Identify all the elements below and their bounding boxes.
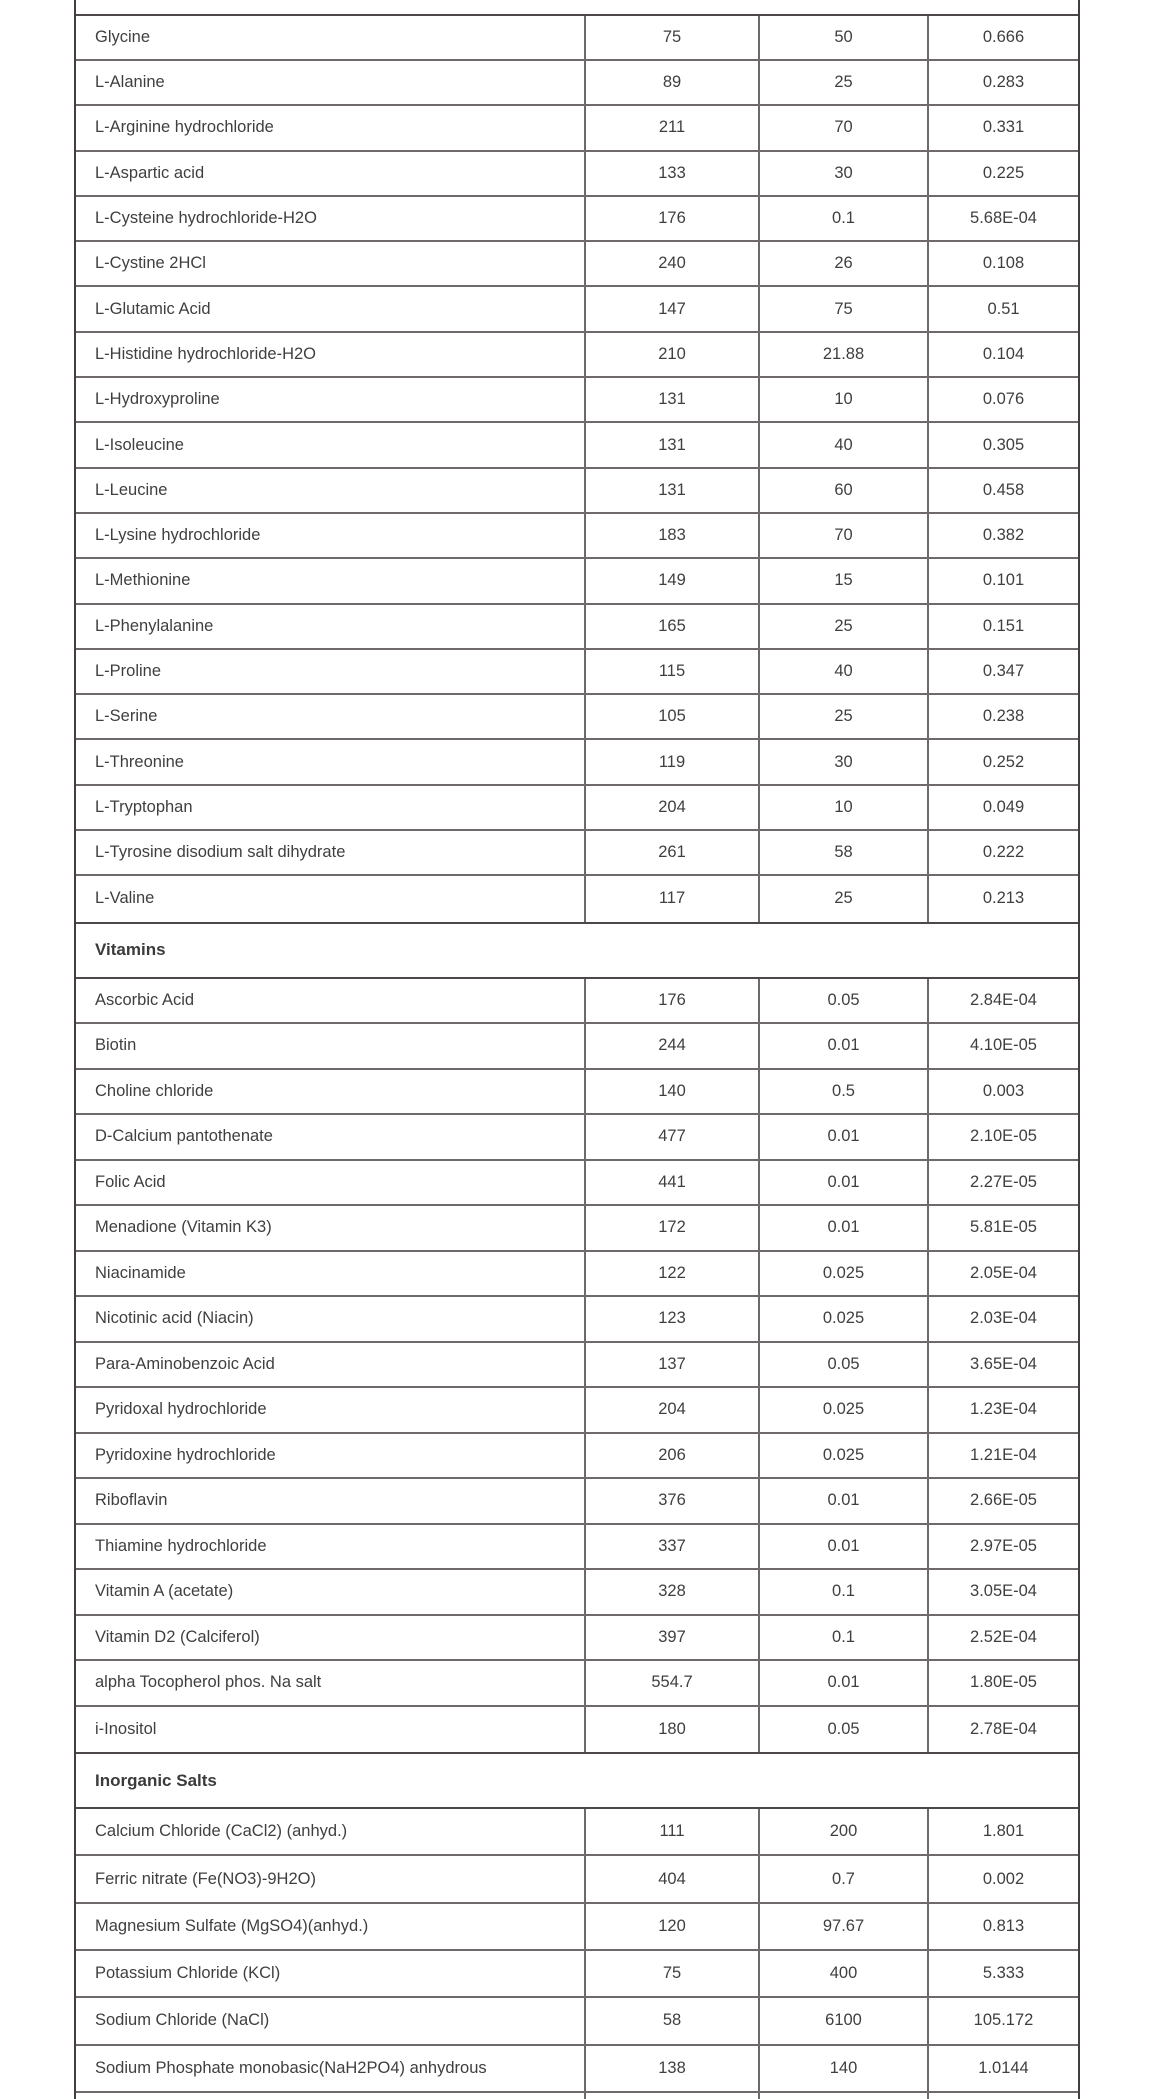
table-row <box>76 695 1078 740</box>
concentration-cell: 60 <box>758 469 927 512</box>
molecular-weight-cell: 120 <box>584 1904 758 1949</box>
component-name-cell <box>76 2093 584 2099</box>
component-name-cell: Biotin <box>95 1036 137 1055</box>
concentration-cell: 25 <box>758 876 927 921</box>
component-name-cell: Pyridoxal hydrochloride <box>95 1400 267 1419</box>
millimolar-cell: 3.05E-04 <box>927 1570 1078 1614</box>
table-row <box>76 1206 1078 1252</box>
concentration-cell: 25 <box>758 605 927 648</box>
table-row <box>76 333 1078 378</box>
millimolar-cell: 0.002 <box>927 1856 1078 1901</box>
table-row <box>76 242 1078 287</box>
component-name-cell: L-Lysine hydrochloride <box>95 526 261 545</box>
molecular-weight-cell: 554.7 <box>584 1661 758 1705</box>
molecular-weight-cell: 123 <box>584 1297 758 1341</box>
concentration-cell: 25 <box>758 695 927 738</box>
molecular-weight-cell: 140 <box>584 1070 758 1114</box>
millimolar-cell: 1.23E-04 <box>927 1388 1078 1432</box>
component-name-cell: L-Arginine hydrochloride <box>95 118 274 137</box>
concentration-cell: 0.01 <box>758 1479 927 1523</box>
table-row <box>76 423 1078 468</box>
concentration-cell: 0.05 <box>758 979 927 1023</box>
molecular-weight-cell: 115 <box>584 650 758 693</box>
component-name-cell: Sodium Chloride (NaCl) <box>95 2011 270 2030</box>
table-row <box>76 1252 1078 1298</box>
media-formulation-table <box>74 0 1080 2099</box>
millimolar-cell: 0.51 <box>927 287 1078 330</box>
millimolar-cell: 2.97E-05 <box>927 1525 1078 1569</box>
table-row <box>76 1525 1078 1571</box>
molecular-weight-cell: 117 <box>584 876 758 921</box>
component-name-cell: Pyridoxine hydrochloride <box>95 1445 276 1464</box>
molecular-weight-cell: 404 <box>584 1856 758 1901</box>
component-name-cell: L-Methionine <box>95 571 191 590</box>
component-name-cell: Glycine <box>95 27 151 46</box>
millimolar-cell: 2.27E-05 <box>927 1161 1078 1205</box>
table-row <box>76 605 1078 650</box>
millimolar-cell: 0.347 <box>927 650 1078 693</box>
table-row <box>76 1661 1078 1707</box>
table-row <box>76 197 1078 242</box>
table-row <box>76 378 1078 423</box>
millimolar-cell: 2.10E-05 <box>927 1115 1078 1159</box>
concentration-cell: 40 <box>758 650 927 693</box>
concentration-cell: 70 <box>758 514 927 557</box>
concentration-cell: 0.5 <box>758 1070 927 1114</box>
table-row <box>76 1951 1078 1998</box>
molecular-weight-cell: 204 <box>584 1388 758 1432</box>
component-name-cell: Ascorbic Acid <box>95 990 195 1009</box>
concentration-cell: 97.67 <box>758 1904 927 1949</box>
table-row <box>76 786 1078 831</box>
component-name-cell: Ferric nitrate (Fe(NO3)-9H2O) <box>95 1869 316 1888</box>
concentration-cell: 75 <box>758 287 927 330</box>
millimolar-cell: 0.252 <box>927 740 1078 783</box>
millimolar-cell: 1.801 <box>927 1809 1078 1854</box>
component-name-cell: Riboflavin <box>95 1491 168 1510</box>
table-row <box>76 1616 1078 1662</box>
concentration-cell: 0.1 <box>758 1616 927 1660</box>
component-name-cell: L-Leucine <box>95 480 168 499</box>
concentration-cell: 400 <box>758 1951 927 1996</box>
section-header-inorganic-salts <box>76 1752 1078 1809</box>
concentration-cell: 0.025 <box>758 1388 927 1432</box>
concentration-cell: 6100 <box>758 1998 927 2043</box>
component-name-cell: L-Histidine hydrochloride-H2O <box>95 344 317 363</box>
component-name-cell: Magnesium Sulfate (MgSO4)(anhyd.) <box>95 1916 369 1935</box>
cutoff-bottom-row <box>76 2093 1078 2099</box>
concentration-cell: 0.1 <box>758 197 927 240</box>
component-name-cell: alpha Tocopherol phos. Na salt <box>95 1673 322 1692</box>
millimolar-cell: 0.151 <box>927 605 1078 648</box>
molecular-weight-cell: 119 <box>584 740 758 783</box>
concentration-cell <box>758 2093 927 2099</box>
component-name-cell: L-Cysteine hydrochloride-H2O <box>95 209 317 228</box>
table-row <box>76 106 1078 151</box>
table-row <box>76 1904 1078 1951</box>
component-name-cell: L-Tryptophan <box>95 797 193 816</box>
cutoff-section-header-row <box>76 0 1078 16</box>
concentration-cell: 0.01 <box>758 1024 927 1068</box>
molecular-weight-cell: 131 <box>584 378 758 421</box>
table-row <box>76 1024 1078 1070</box>
molecular-weight-cell: 172 <box>584 1206 758 1250</box>
table-row <box>76 1434 1078 1480</box>
component-name-cell: Sodium Phosphate monobasic(NaH2PO4) anhydrous <box>95 2058 487 2077</box>
table-row <box>76 1707 1078 1753</box>
molecular-weight-cell: 180 <box>584 1707 758 1753</box>
table-row <box>76 831 1078 876</box>
concentration-cell: 58 <box>758 831 927 874</box>
molecular-weight-cell: 376 <box>584 1479 758 1523</box>
millimolar-cell: 5.333 <box>927 1951 1078 1996</box>
section-header-vitamins <box>76 922 1078 979</box>
molecular-weight-cell: 210 <box>584 333 758 376</box>
concentration-cell: 50 <box>758 16 927 59</box>
molecular-weight-cell: 133 <box>584 152 758 195</box>
concentration-cell: 0.01 <box>758 1661 927 1705</box>
millimolar-cell: 2.05E-04 <box>927 1252 1078 1296</box>
component-name-cell: Calcium Chloride (CaCl2) (anhyd.) <box>95 1822 348 1841</box>
molecular-weight-cell: 477 <box>584 1115 758 1159</box>
molecular-weight-cell: 206 <box>584 1434 758 1478</box>
millimolar-cell: 5.81E-05 <box>927 1206 1078 1250</box>
component-name-cell: Niacinamide <box>95 1263 186 1282</box>
millimolar-cell: 3.65E-04 <box>927 1343 1078 1387</box>
component-name-cell: L-Serine <box>95 707 158 726</box>
molecular-weight-cell: 131 <box>584 423 758 466</box>
concentration-cell: 70 <box>758 106 927 149</box>
concentration-cell: 26 <box>758 242 927 285</box>
component-name-cell: Choline chloride <box>95 1081 214 1100</box>
table-row <box>76 979 1078 1025</box>
concentration-cell: 0.05 <box>758 1343 927 1387</box>
millimolar-cell: 0.813 <box>927 1904 1078 1949</box>
millimolar-cell: 0.222 <box>927 831 1078 874</box>
molecular-weight-cell: 75 <box>584 1951 758 1996</box>
millimolar-cell: 2.52E-04 <box>927 1616 1078 1660</box>
concentration-cell: 25 <box>758 61 927 104</box>
molecular-weight-cell: 122 <box>584 1252 758 1296</box>
component-name-cell: Menadione (Vitamin K3) <box>95 1218 272 1237</box>
molecular-weight-cell: 111 <box>584 1809 758 1854</box>
molecular-weight-cell: 244 <box>584 1024 758 1068</box>
section-header-label: Inorganic Salts <box>95 1770 217 1790</box>
molecular-weight-cell: 176 <box>584 197 758 240</box>
component-name-cell: Nicotinic acid (Niacin) <box>95 1309 254 1328</box>
table-row <box>76 1570 1078 1616</box>
millimolar-cell: 0.458 <box>927 469 1078 512</box>
table-row <box>76 876 1078 921</box>
component-name-cell: L-Phenylalanine <box>95 616 214 635</box>
millimolar-cell: 0.238 <box>927 695 1078 738</box>
molecular-weight-cell: 105 <box>584 695 758 738</box>
millimolar-cell: 2.03E-04 <box>927 1297 1078 1341</box>
millimolar-cell: 4.10E-05 <box>927 1024 1078 1068</box>
table-row <box>76 740 1078 785</box>
component-name-cell: L-Valine <box>95 889 155 908</box>
molecular-weight-cell: 441 <box>584 1161 758 1205</box>
millimolar-cell: 2.84E-04 <box>927 979 1078 1023</box>
millimolar-cell: 0.225 <box>927 152 1078 195</box>
millimolar-cell: 0.213 <box>927 876 1078 921</box>
concentration-cell: 10 <box>758 786 927 829</box>
concentration-cell: 0.01 <box>758 1206 927 1250</box>
concentration-cell: 140 <box>758 2046 927 2091</box>
concentration-cell: 0.025 <box>758 1252 927 1296</box>
millimolar-cell: 0.101 <box>927 559 1078 602</box>
table-row <box>76 1161 1078 1207</box>
millimolar-cell: 2.78E-04 <box>927 1707 1078 1753</box>
concentration-cell: 0.025 <box>758 1297 927 1341</box>
table-row <box>76 1856 1078 1903</box>
component-name-cell: Thiamine hydrochloride <box>95 1536 267 1555</box>
molecular-weight-cell: 176 <box>584 979 758 1023</box>
table-row <box>76 2046 1078 2093</box>
table-row <box>76 559 1078 604</box>
molecular-weight-cell: 137 <box>584 1343 758 1387</box>
millimolar-cell: 1.0144 <box>927 2046 1078 2091</box>
molecular-weight-cell: 261 <box>584 831 758 874</box>
concentration-cell: 21.88 <box>758 333 927 376</box>
component-name-cell: L-Tyrosine disodium salt dihydrate <box>95 843 346 862</box>
concentration-cell: 0.05 <box>758 1707 927 1753</box>
component-name-cell: L-Hydroxyproline <box>95 390 220 409</box>
molecular-weight-cell: 183 <box>584 514 758 557</box>
molecular-weight-cell <box>584 2093 758 2099</box>
molecular-weight-cell: 58 <box>584 1998 758 2043</box>
component-name-cell: i-Inositol <box>95 1719 157 1738</box>
concentration-cell: 0.01 <box>758 1161 927 1205</box>
component-name-cell: Potassium Chloride (KCl) <box>95 1964 281 1983</box>
table-row <box>76 1479 1078 1525</box>
table-row <box>76 1297 1078 1343</box>
component-name-cell: D-Calcium pantothenate <box>95 1127 273 1146</box>
molecular-weight-cell: 89 <box>584 61 758 104</box>
millimolar-cell: 1.21E-04 <box>927 1434 1078 1478</box>
millimolar-cell: 1.80E-05 <box>927 1661 1078 1705</box>
table-row <box>76 469 1078 514</box>
millimolar-cell: 0.331 <box>927 106 1078 149</box>
molecular-weight-cell: 240 <box>584 242 758 285</box>
concentration-cell: 0.1 <box>758 1570 927 1614</box>
component-name-cell: L-Aspartic acid <box>95 163 205 182</box>
millimolar-cell: 0.076 <box>927 378 1078 421</box>
millimolar-cell: 0.003 <box>927 1070 1078 1114</box>
table-row <box>76 61 1078 106</box>
section-header-label: Vitamins <box>95 940 166 960</box>
millimolar-cell: 0.305 <box>927 423 1078 466</box>
millimolar-cell: 5.68E-04 <box>927 197 1078 240</box>
component-name-cell: Vitamin D2 (Calciferol) <box>95 1627 260 1646</box>
millimolar-cell: 0.382 <box>927 514 1078 557</box>
molecular-weight-cell: 328 <box>584 1570 758 1614</box>
molecular-weight-cell: 149 <box>584 559 758 602</box>
concentration-cell: 0.7 <box>758 1856 927 1901</box>
concentration-cell: 40 <box>758 423 927 466</box>
table-row <box>76 514 1078 559</box>
table-row <box>76 1343 1078 1389</box>
component-name-cell: L-Threonine <box>95 752 184 771</box>
table-row <box>76 287 1078 332</box>
component-name-cell: Vitamin A (acetate) <box>95 1582 234 1601</box>
molecular-weight-cell: 147 <box>584 287 758 330</box>
millimolar-cell: 0.104 <box>927 333 1078 376</box>
molecular-weight-cell: 211 <box>584 106 758 149</box>
molecular-weight-cell: 397 <box>584 1616 758 1660</box>
concentration-cell: 15 <box>758 559 927 602</box>
molecular-weight-cell: 131 <box>584 469 758 512</box>
component-name-cell: L-Isoleucine <box>95 435 184 454</box>
component-name-cell: L-Cystine 2HCl <box>95 254 206 273</box>
table-row <box>76 152 1078 197</box>
component-name-cell: L-Alanine <box>95 73 165 92</box>
molecular-weight-cell: 138 <box>584 2046 758 2091</box>
molecular-weight-cell: 75 <box>584 16 758 59</box>
component-name-cell: Folic Acid <box>95 1172 166 1191</box>
molecular-weight-cell: 337 <box>584 1525 758 1569</box>
concentration-cell: 30 <box>758 152 927 195</box>
concentration-cell: 200 <box>758 1809 927 1854</box>
millimolar-cell <box>927 2093 1078 2099</box>
component-name-cell: L-Proline <box>95 661 162 680</box>
millimolar-cell: 2.66E-05 <box>927 1479 1078 1523</box>
millimolar-cell: 105.172 <box>927 1998 1078 2043</box>
concentration-cell: 0.025 <box>758 1434 927 1478</box>
concentration-cell: 10 <box>758 378 927 421</box>
molecular-weight-cell: 165 <box>584 605 758 648</box>
molecular-weight-cell: 204 <box>584 786 758 829</box>
concentration-cell: 30 <box>758 740 927 783</box>
concentration-cell: 0.01 <box>758 1115 927 1159</box>
millimolar-cell: 0.049 <box>927 786 1078 829</box>
table-row <box>76 1115 1078 1161</box>
component-name-cell: Para-Aminobenzoic Acid <box>95 1354 275 1373</box>
table-row <box>76 16 1078 61</box>
millimolar-cell: 0.283 <box>927 61 1078 104</box>
table-row <box>76 1070 1078 1116</box>
table-row <box>76 1388 1078 1434</box>
component-name-cell: L-Glutamic Acid <box>95 299 211 318</box>
table-row <box>76 1998 1078 2045</box>
millimolar-cell: 0.666 <box>927 16 1078 59</box>
table-row <box>76 650 1078 695</box>
concentration-cell: 0.01 <box>758 1525 927 1569</box>
millimolar-cell: 0.108 <box>927 242 1078 285</box>
table-row <box>76 1809 1078 1856</box>
